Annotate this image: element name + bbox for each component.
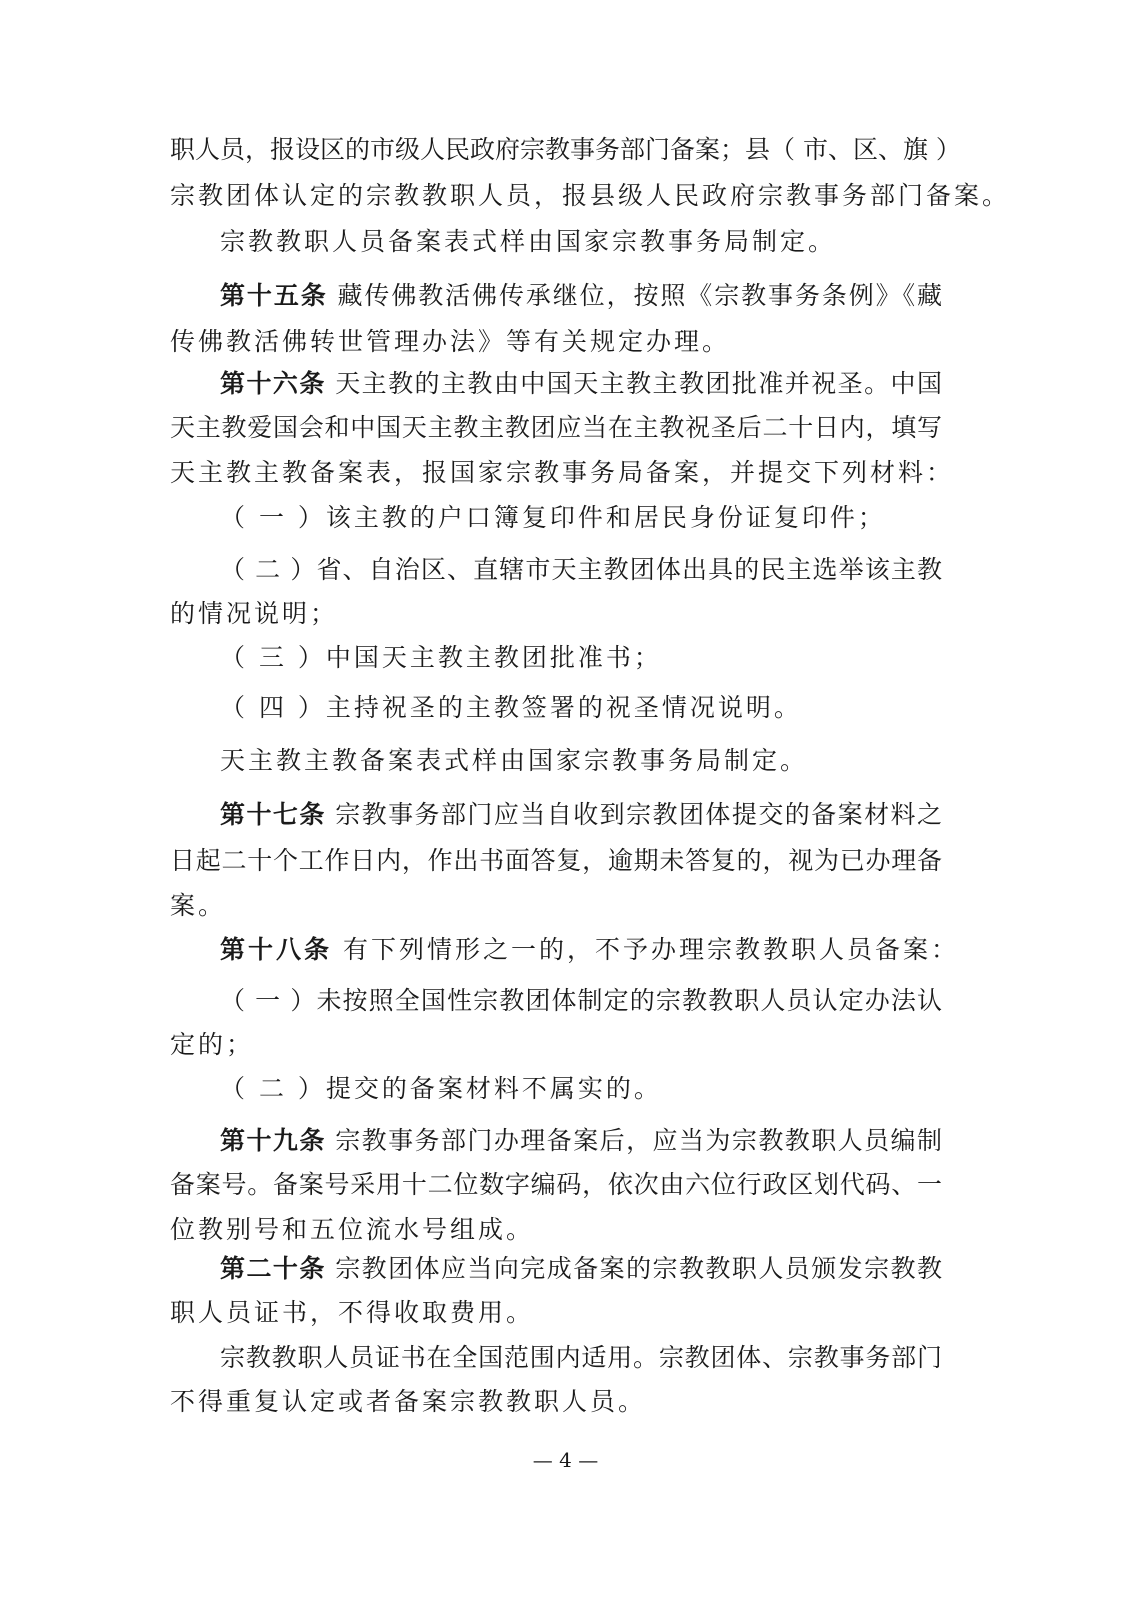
article-18-line	[220, 932, 959, 968]
article-heading: 第十七条	[220, 800, 326, 829]
article-heading: 第十九条	[220, 1126, 326, 1155]
text-line: （ 二 ）省、自治区、直辖市天主教团体出具的民主选举该主教	[220, 555, 942, 584]
article-20-line	[220, 1251, 942, 1287]
text-line: （ 一 ）未按照全国性宗教团体制定的宗教教职人员认定办法认	[220, 986, 942, 1015]
text-line: （ 四 ）主持祝圣的主教签署的祝圣情况说明。	[220, 693, 802, 722]
text-line: （ 二 ）提交的备案材料不属实的。	[220, 1074, 662, 1103]
text-line: （ 三 ）中国天主教主教团批准书；	[220, 643, 662, 672]
text-line: 宗教教职人员备案表式样由国家宗教事务局制定。	[220, 227, 837, 256]
text-line: 传佛教活佛转世管理办法》等有关规定办理。	[170, 327, 731, 356]
text-line: 宗教教职人员证书在全国范围内适用。宗教团体、宗教事务部门	[220, 1343, 942, 1372]
article-17-line	[220, 797, 942, 833]
text-line: 定的；	[170, 1030, 255, 1059]
article-text: 藏传佛教活佛传承继位，按照《宗教事务条例》《藏	[327, 281, 942, 310]
text-line: 不得重复认定或者备案宗教教职人员。	[170, 1387, 647, 1416]
text-line: 案。	[170, 891, 227, 920]
text-line: （ 一 ）该主教的户口簿复印件和居民身份证复印件；	[220, 503, 886, 532]
text-line: 日起二十个工作日内，作出书面答复，逾期未答复的，视为已办理备	[170, 846, 942, 875]
text-line: 天主教主教备案表式样由国家宗教事务局制定。	[220, 746, 809, 775]
article-text: 有下列情形之一的，不予办理宗教教职人员备案：	[332, 935, 959, 964]
article-heading: 第十五条	[220, 281, 328, 310]
article-text: 宗教团体应当向完成备案的宗教教职人员颁发宗教教	[325, 1254, 942, 1283]
text-line: 宗教团体认定的宗教教职人员，报县级人民政府宗教事务部门备案。	[170, 181, 1011, 210]
article-text: 天主教的主教由中国天主教主教团批准并祝圣。中国	[325, 369, 942, 398]
article-heading: 第十八条	[220, 935, 333, 964]
page-number: — 4 —	[532, 1448, 599, 1472]
text-line: 天主教爱国会和中国天主教主教团应当在主教祝圣后二十日内，填写	[170, 413, 942, 442]
article-heading: 第十六条	[220, 369, 326, 398]
text-line: 备案号。备案号采用十二位数字编码，依次由六位行政区划代码、一	[170, 1170, 942, 1199]
article-16-line	[220, 366, 942, 402]
text-line: 天主教主教备案表，报国家宗教事务局备案，并提交下列材料：	[170, 458, 955, 487]
article-15-line	[220, 278, 942, 314]
article-19-line	[220, 1123, 942, 1159]
article-heading: 第二十条	[220, 1254, 326, 1283]
text-line: 的情况说明；	[170, 599, 339, 628]
text-line: 职人员，报设区的市级人民政府宗教事务部门备案；县（ 市、区、旗 ）	[170, 135, 961, 164]
article-text: 宗教事务部门应当自收到宗教团体提交的备案材料之	[325, 800, 942, 829]
article-text: 宗教事务部门办理备案后，应当为宗教教职人员编制	[325, 1126, 942, 1155]
text-line: 职人员证书，不得收取费用。	[170, 1298, 535, 1327]
text-line: 位教别号和五位流水号组成。	[170, 1215, 535, 1244]
